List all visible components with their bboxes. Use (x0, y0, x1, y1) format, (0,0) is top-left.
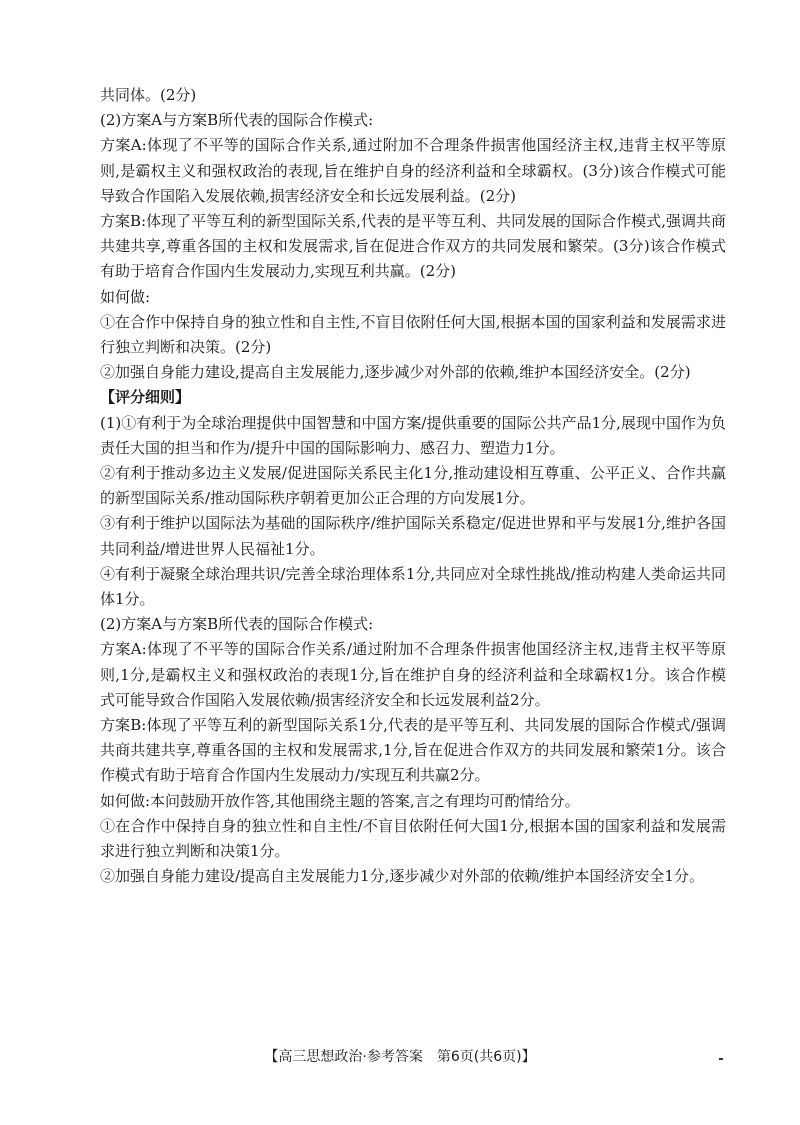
grading-paragraph: 如何做:本问鼓励开放作答,其他围绕主题的答案,言之有理均可酌情给分。 (100, 791, 580, 810)
grading-paragraph: (2)方案A与方案B所代表的国际合作模式: (100, 615, 374, 634)
grading-paragraph: (1)①有利于为全球治理提供中国智慧和中国方案/提供重要的国际公共产品1分,展现中国作为负责任大国的担当和作为/提升中国的国际影响力、感召力、塑造力1分。 (100, 413, 726, 457)
grading-heading: 【评分细则】 (100, 388, 191, 407)
document-body (100, 83, 726, 890)
page-mark (719, 1058, 723, 1060)
answer-paragraph: 如何做: (100, 287, 151, 306)
grading-paragraph: 方案A:体现了不平等的国际合作关系/通过附加不合理条件损害他国经济主权,违背主权平等原则,1分,是霸权主义和强权政治的表现1分,旨在维护自身的经济利益和全球霸权1分。该合作模式可能导致合作国陷入发展依赖/损害经济安全和长远发展利益2分。 (100, 640, 726, 709)
grading-paragraph: ①在合作中保持自身的独立性和自主性/不盲目依附任何大国1分,根据本国的国家利益和发展需求进行独立判断和决策1分。 (100, 816, 726, 861)
grading-paragraph: ③有利于维护以国际法为基础的国际秩序/维护国际关系稳定/促进世界和平与发展1分,维护各国共同利益/增进世界人民福祉1分。 (100, 514, 726, 558)
answer-paragraph: ②加强自身能力建设,提高自主发展能力,逐步减少对外部的依赖,维护本国经济安全。(2分) (100, 363, 691, 382)
grading-paragraph: ②有利于推动多边主义发展/促进国际关系民主化1分,推动建设相互尊重、公平正义、合作共赢的新型国际关系/推动国际秩序朝着更加公正合理的方向发展1分。 (100, 464, 726, 508)
grading-paragraph: 方案B:体现了平等互利的新型国际关系1分,代表的是平等互利、共同发展的国际合作模式/强调共商共建共享,尊重各国的主权和发展需求,1分,旨在促进合作双方的共同发展和繁荣1分。该合作模式有助于培育合作国内生发展动力/实现互利共赢2分。 (100, 716, 726, 785)
answer-paragraph: 共同体。(2分) (100, 86, 197, 104)
answer-paragraph: ①在合作中保持自身的独立性和自主性,不盲目依附任何大国,根据本国的国家利益和发展需求进行独立判断和决策。(2分) (100, 312, 726, 357)
page-footer: 【高三思想政治·参考答案 第6页(共6页)】 (264, 1049, 536, 1065)
grading-paragraph: ④有利于凝聚全球治理共识/完善全球治理体系1分,共同应对全球性挑战/推动构建人类命运共同体1分。 (100, 564, 726, 609)
answer-paragraph: 方案A:体现了不平等的国际合作关系,通过附加不合理条件损害他国经济主权,违背主权平等原则,是霸权主义和强权政治的表现,旨在维护自身的经济利益和全球霸权。(3分)该合作模式可能导致合作国陷入发展依赖,损害经济安全和长远发展利益。(2分) (100, 136, 726, 205)
grading-paragraph: ②加强自身能力建设/提高自主发展能力1分,逐步减少对外部的依赖/维护本国经济安全1分。 (100, 867, 704, 886)
answer-paragraph: 方案B:体现了平等互利的新型国际关系,代表的是平等互利、共同发展的国际合作模式,强调共商共建共享,尊重各国的主权和发展需求,旨在促进合作双方的共同发展和繁荣。(3分)该合作模式有助于培育合作国内生发展动力,实现互利共赢。(2分) (100, 212, 726, 281)
answer-paragraph: (2)方案A与方案B所代表的国际合作模式: (100, 111, 374, 130)
